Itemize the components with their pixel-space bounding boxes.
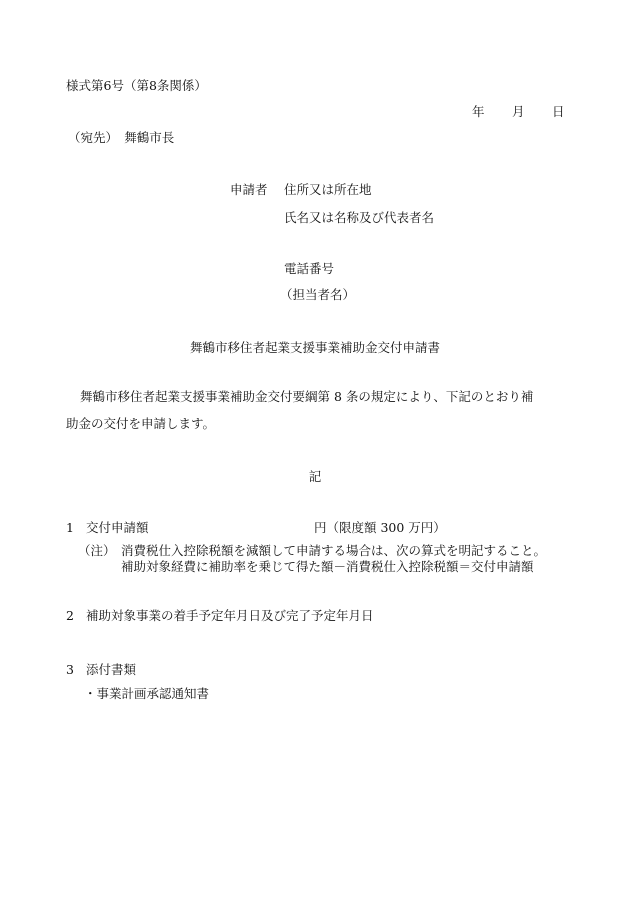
item3-label: 添付書類 [86,662,137,677]
note-line-2: 補助対象経費に補助率を乗じて得た額－消費税仕入控除税額＝交付申請額 [121,559,534,574]
item2-number: 2 [66,608,74,623]
body-line-1: 舞鶴市移住者起業支援事業補助金交付要綱第 8 条の規定により、下記のとおり補 [80,389,534,404]
ki-heading: 記 [308,469,322,484]
note-line-1: 消費税仕入控除税額を減額して申請する場合は、次の算式を明記すること。 [121,543,547,558]
item2-label: 補助対象事業の着手予定年月日及び完了予定年月日 [86,608,374,623]
applicant-address: 住所又は所在地 [284,182,372,197]
item1-number: 1 [66,520,74,535]
date-year: 年 [472,104,485,119]
applicant-contact: （担当者名） [280,287,356,302]
date-month: 月 [512,104,525,119]
item3-number: 3 [66,662,74,677]
document-title: 舞鶴市移住者起業支援事業補助金交付申請書 [189,340,440,355]
form-number: 様式第6号（第8条関係） [66,78,207,93]
item1-amount: 円（限度額 300 万円） [314,520,446,535]
applicant-label: 申請者 [230,182,268,197]
attachment-item: ・事業計画承認通知書 [84,686,210,701]
item1-label: 交付申請額 [86,520,149,535]
addressee: （宛先） 舞鶴市長 [68,130,175,145]
applicant-phone: 電話番号 [284,261,335,276]
applicant-name: 氏名又は名称及び代表者名 [284,210,435,225]
date-line [0,106,630,122]
date-day: 日 [552,104,565,119]
body-line-2: 助金の交付を申請します。 [66,416,216,431]
note-prefix: （注） [78,543,116,558]
